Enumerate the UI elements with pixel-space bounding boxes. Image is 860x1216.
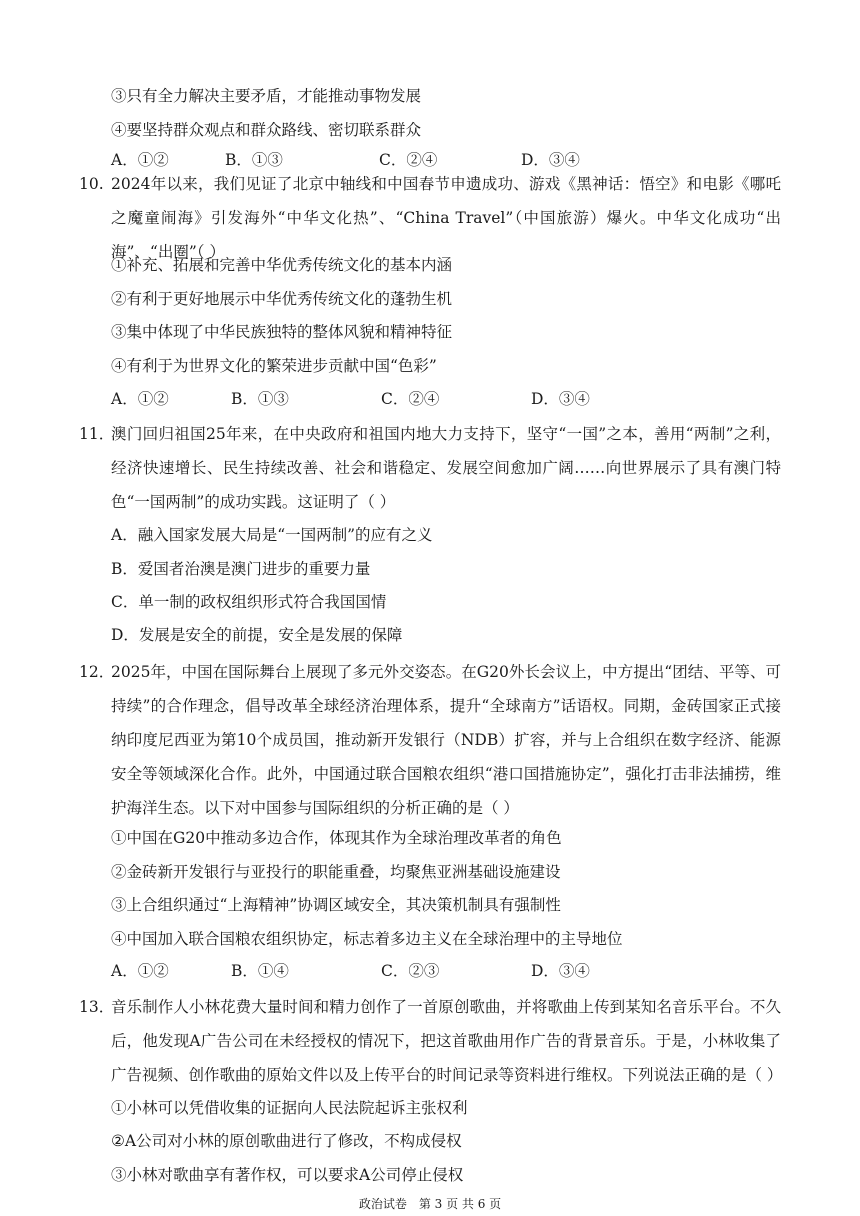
q12-option-b: B．①④: [231, 962, 289, 980]
q9-item-4: ④要坚持群众观点和群众路线、密切联系群众: [111, 121, 422, 139]
q10-stem: 2024年以来，我们见证了北京中轴线和中国春节申遗成功、游戏《黑神话：悟空》和电影《哪吒之魔童闹海》引发海外“中华文化热”、“China Travel”（中国旅游）爆火。中华文化成功“出海”、“出圈”（ ）: [111, 175, 781, 261]
q10-item-1: ①补充、拓展和完善中华优秀传统文化的基本内涵: [111, 256, 453, 274]
q13-item-2: ②A公司对小林的原创歌曲进行了修改，不构成侵权: [111, 1132, 462, 1150]
q13-item-3: ③小林对歌曲享有著作权，可以要求A公司停止侵权: [111, 1166, 464, 1184]
q11-option-d: D．发展是安全的前提，安全是发展的保障: [111, 626, 403, 644]
q10-option-d: D．③④: [531, 390, 590, 408]
q12-item-4: ④中国加入联合国粮农组织协定，标志着多边主义在全球治理中的主导地位: [111, 930, 623, 948]
q10-number: 10.: [79, 175, 104, 193]
q12-option-d: D．③④: [531, 962, 590, 980]
q12-stem: 2025年，中国在国际舞台上展现了多元外交姿态。在G20外长会议上，中方提出“团结、平等、可持续”的合作理念，倡导改革全球经济治理体系，提升“全球南方”话语权。同期，金砖国家正式接纳印度尼西亚为第10个成员国，推动新开发银行（NDB）扩容，并与上合组织在数字经济、能源安全等领域深化合作。此外，中国通过联合国粮农组织“港口国措施协定”，强化打击非法捕捞，维护海洋生态。以下对中国参与国际组织的分析正确的是（ ）: [111, 663, 781, 817]
q11-option-b: B．爱国者治澳是澳门进步的重要力量: [111, 560, 371, 578]
q10-options: [111, 389, 711, 409]
q13-stem: 音乐制作人小林花费大量时间和精力创作了一首原创歌曲，并将歌曲上传到某知名音乐平台。不久后，他发现A广告公司在未经授权的情况下，把这首歌曲用作广告的背景音乐。于是，小林收集了广告视频、创作歌曲的原始文件以及上传平台的时间记录等资料进行维权。下列说法正确的是（ ）: [111, 998, 783, 1084]
page-footer: 政治试卷 第 3 页 共 6 页: [358, 1197, 502, 1211]
q9-option-d: D．③④: [521, 151, 580, 169]
q12-options: [111, 961, 711, 981]
q10-item-4: ④有利于为世界文化的繁荣进步贡献中国“色彩”: [111, 357, 437, 375]
q12-item-2: ②金砖新开发银行与亚投行的职能重叠，均聚焦亚洲基础设施建设: [111, 863, 561, 881]
q11-option-a: A．融入国家发展大局是“一国两制”的应有之义: [111, 526, 433, 544]
q11-option-c: C．单一制的政权组织形式符合我国国情: [111, 593, 387, 611]
q10-option-b: B．①③: [231, 390, 289, 408]
q10-item-3: ③集中体现了中华民族独特的整体风貌和精神特征: [111, 323, 453, 341]
q12-option-a: A．①②: [111, 962, 169, 980]
q11-stem: 澳门回归祖国25年来，在中央政府和祖国内地大力支持下，坚守“一国”之本，善用“两制”之利，经济快速增长、民生持续改善、社会和谐稳定、发展空间愈加广阔……向世界展示了具有澳门特色“一国两制”的成功实践。这证明了（ ）: [111, 425, 781, 511]
q12-item-3: ③上合组织通过“上海精神”协调区域安全，其决策机制具有强制性: [111, 896, 561, 914]
q11-number: 11．: [79, 425, 115, 443]
q13-number: 13．: [79, 998, 115, 1016]
q10-option-c: C．②④: [381, 390, 440, 408]
q10-option-a: A．①②: [111, 390, 169, 408]
q12-option-c: C．②③: [381, 962, 440, 980]
q13-item-1: ①小林可以凭借收集的证据向人民法院起诉主张权利: [111, 1099, 468, 1117]
q12-item-1: ①中国在G20中推动多边合作，体现其作为全球治理改革者的角色: [111, 829, 562, 847]
q9-option-a: A．①②: [111, 151, 169, 169]
q9-item-3: ③只有全力解决主要矛盾，才能推动事物发展: [111, 87, 422, 105]
q9-option-b: B．①③: [225, 151, 283, 169]
q10-item-2: ②有利于更好地展示中华优秀传统文化的蓬勃生机: [111, 290, 453, 308]
q9-option-c: C．②④: [379, 151, 438, 169]
q12-number: 12．: [79, 663, 115, 681]
